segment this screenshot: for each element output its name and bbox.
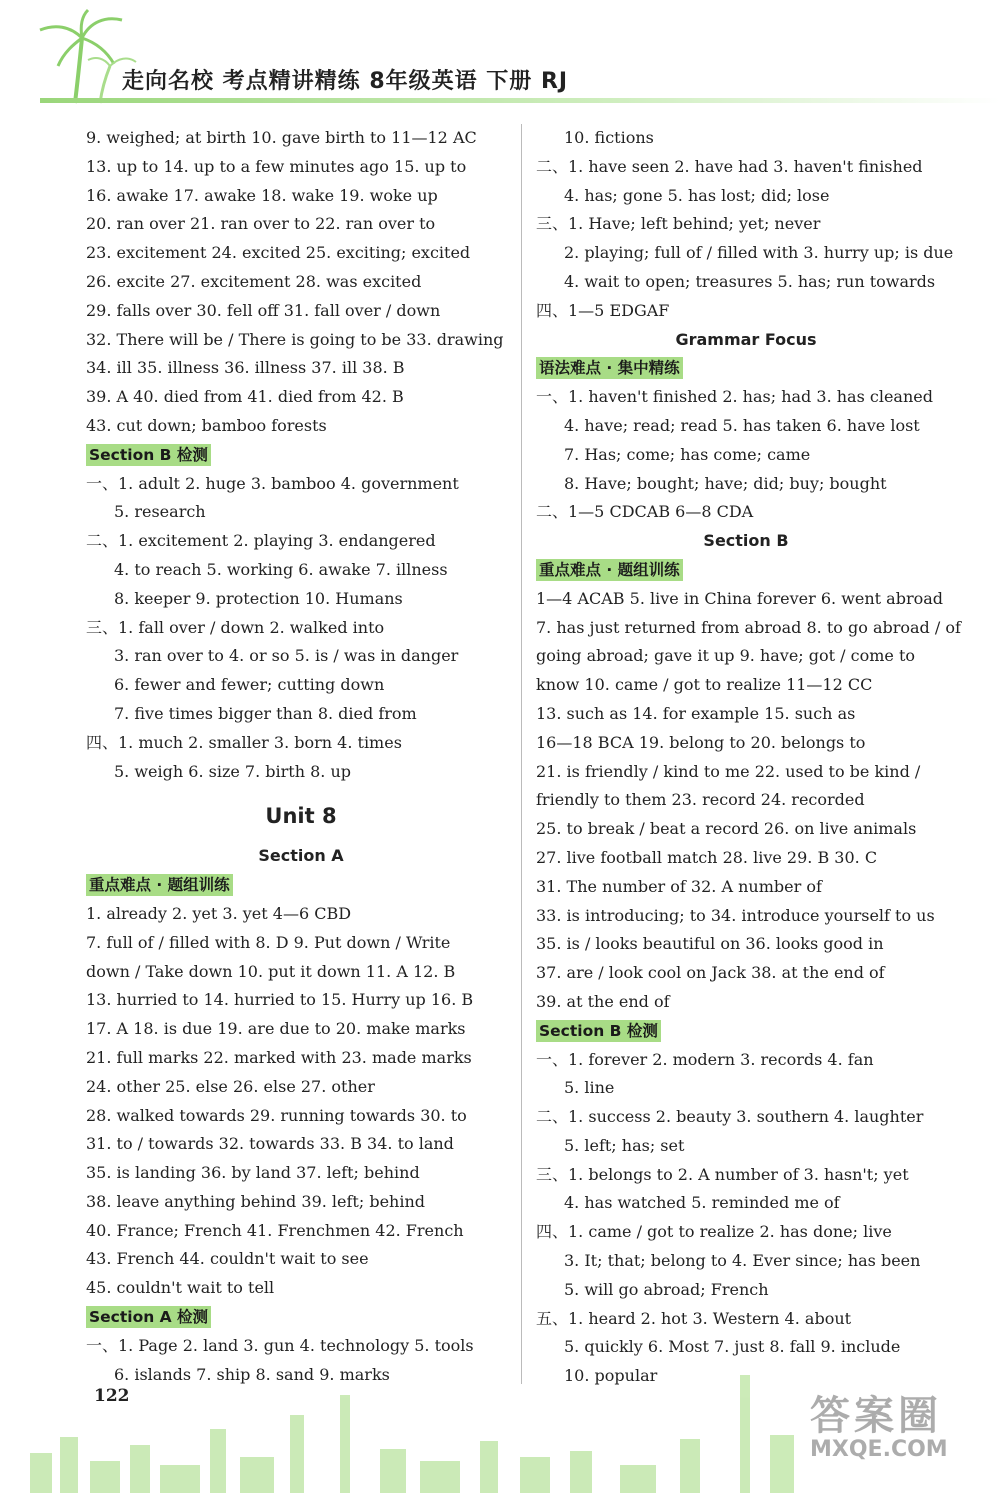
answer-line: 5. line [564,1078,615,1098]
answer-line: 4. to reach 5. working 6. awake 7. illness [114,559,448,579]
answer-line: 16. awake 17. awake 18. wake 19. woke up [86,185,438,205]
answer-line: 39. at the end of [536,991,670,1011]
answer-line: 6. fewer and fewer; cutting down [114,675,385,695]
answer-line: 3. It; that; belong to 4. Ever since; has been [564,1251,921,1271]
header-rule [40,98,1000,103]
section-tag: Section B 检测 [536,1020,661,1042]
answer-line: 31. The number of 32. A number of [536,876,822,896]
section-heading: Grammar Focus [675,329,817,349]
section-heading: Section B [703,531,789,551]
answer-line: 16—18 BCA 19. belong to 20. belongs to [536,732,866,752]
answer-line: 34. ill 35. illness 36. illness 37. ill 38. B [86,358,405,378]
answer-line: 40. France; French 41. Frenchmen 42. French [86,1220,464,1240]
section-heading: Section A [258,846,344,866]
answer-line: 35. is landing 36. by land 37. left; behind [86,1163,420,1183]
answer-line: 7. full of / filled with 8. D 9. Put down / Write [86,932,451,952]
section-label [86,871,516,900]
watermark-sub: MXQE.COM [810,1437,948,1462]
answer-line: 28. walked towards 29. running towards 30. to [86,1105,467,1125]
answer-line: 三、1. fall over / down 2. walked into [86,617,385,637]
answer-line: 一、1. adult 2. huge 3. bamboo 4. government [86,473,459,493]
section-tag: 重点难点 · 题组训练 [536,559,683,581]
answer-line: going abroad; gave it up 9. have; got / come to [536,646,916,666]
answer-line: 二、1. excitement 2. playing 3. endangered [86,531,436,551]
answer-line: 二、1. have seen 2. have had 3. haven't finished [536,156,923,176]
answer-line: 13. such as 14. for example 15. such as [536,703,856,723]
answer-line: 10. popular [564,1366,658,1386]
answer-line: 20. ran over 21. ran over to 22. ran over to [86,214,436,234]
answer-line: 13. hurried to 14. hurried to 15. Hurry up 16. B [86,990,474,1010]
answer-line: 21. full marks 22. marked with 23. made marks [86,1047,472,1067]
answer-line: 38. leave anything behind 39. left; behind [86,1191,426,1211]
answer-line: 四、1. much 2. smaller 3. born 4. times [86,732,402,752]
answer-line: 37. are / look cool on Jack 38. at the end of [536,963,885,983]
watermark-logo [810,1394,948,1462]
answer-line: 一、1. haven't finished 2. has; had 3. has cleaned [536,387,933,407]
answer-line: 9. weighed; at birth 10. gave birth to 11—12 AC [86,128,477,147]
book-title: 走向名校 考点精讲精练 8年级英语 下册 RJ [122,69,569,94]
section-tag: 重点难点 · 题组训练 [86,874,233,896]
page-number: 122 [94,1386,130,1406]
section-tag: 语法难点 · 集中精练 [536,357,683,379]
answer-line: 13. up to 14. up to a few minutes ago 15. up to [86,156,467,176]
answer-line: 5. weigh 6. size 7. birth 8. up [114,761,352,781]
section-tag: Section B 检测 [86,444,211,466]
answer-line: 25. to break / beat a record 26. on live animals [536,819,917,839]
answer-line: 43. French 44. couldn't wait to see [86,1249,369,1269]
answer-line: 29. falls over 30. fell off 31. fall over / down [86,300,441,320]
answer-line: 10. fictions [564,128,654,147]
answer-line: 7. five times bigger than 8. died from [114,703,417,723]
answer-line: 5. research [114,502,206,522]
answer-line: 45. couldn't wait to tell [86,1278,275,1298]
answer-line: 6. islands 7. ship 8. sand 9. marks [114,1364,390,1384]
answer-line: 21. is friendly / kind to me 22. used to be kind / [536,761,921,781]
section-tag: Section A 检测 [86,1306,211,1328]
answer-line: 5. left; has; set [564,1135,685,1155]
page-header [0,0,1000,120]
answer-line: 5. will go abroad; French [564,1279,769,1299]
answer-line: 4. have; read; read 5. has taken 6. have lost [564,415,920,435]
section-label [536,354,956,383]
answer-line: 四、1—5 EDGAF [536,300,670,320]
answer-line: 二、1. success 2. beauty 3. southern 4. laughter [536,1107,924,1127]
answer-line: 3. ran over to 4. or so 5. is / was in danger [114,646,459,666]
answer-line: 三、1. belongs to 2. A number of 3. hasn't; yet [536,1164,909,1184]
answer-line: 32. There will be / There is going to be 33. drawing [86,329,504,349]
answer-line: 31. to / towards 32. towards 33. B 34. to land [86,1134,454,1154]
answer-line: 四、1. came / got to realize 2. has done; live [536,1222,892,1242]
section-label [86,441,516,470]
column-divider [521,124,522,1384]
section-label [86,1303,516,1332]
answer-line: 35. is / looks beautiful on 36. looks good in [536,934,884,954]
unit-heading: Unit 8 [265,804,337,829]
answer-line: down / Take down 10. put it down 11. A 12. B [86,961,456,981]
answer-line: 43. cut down; bamboo forests [86,415,327,435]
answer-column-left [86,124,516,1389]
answer-line: 7. Has; come; has come; came [564,444,811,464]
answer-line: 1. already 2. yet 3. yet 4—6 CBD [86,903,352,923]
answer-line: 1—4 ACAB 5. live in China forever 6. went abroad [536,588,944,608]
watermark-main: 答案圈 [810,1393,942,1439]
answer-line: 二、1—5 CDCAB 6—8 CDA [536,502,754,522]
answer-line: 24. other 25. else 26. else 27. other [86,1076,375,1096]
answer-line: 27. live football match 28. live 29. B 30. C [536,847,878,867]
section-label [536,1017,956,1046]
answer-line: 五、1. heard 2. hot 3. Western 4. about [536,1308,852,1328]
answer-line: 8. keeper 9. protection 10. Humans [114,588,403,608]
answer-line: 三、1. Have; left behind; yet; never [536,214,821,234]
answer-column-right [536,124,961,1391]
answer-line: 8. Have; bought; have; did; buy; bought [564,473,887,493]
answer-line: 一、1. Page 2. land 3. gun 4. technology 5. tools [86,1335,474,1355]
answer-line: 7. has just returned from abroad 8. to go abroad / of [536,617,961,637]
answer-line: 26. excite 27. excitement 28. was excited [86,271,422,291]
answer-line: 4. has watched 5. reminded me of [564,1193,840,1213]
answer-line: 5. quickly 6. Most 7. just 8. fall 9. include [564,1337,901,1357]
answer-line: 33. is introducing; to 34. introduce yourself to us [536,905,935,925]
answer-line: 4. wait to open; treasures 5. has; run towards [564,271,936,291]
answer-line: 23. excitement 24. excited 25. exciting; excited [86,243,471,263]
answer-line: 39. A 40. died from 41. died from 42. B [86,387,404,407]
answer-line: 4. has; gone 5. has lost; did; lose [564,185,830,205]
answer-line: know 10. came / got to realize 11—12 CC [536,675,873,695]
answer-line: 一、1. forever 2. modern 3. records 4. fan [536,1049,874,1069]
section-label [536,556,956,585]
answer-line: friendly to them 23. record 24. recorded [536,790,865,810]
answer-line: 2. playing; full of / filled with 3. hurry up; is due [564,243,954,263]
answer-line: 17. A 18. is due 19. are due to 20. make marks [86,1019,466,1039]
